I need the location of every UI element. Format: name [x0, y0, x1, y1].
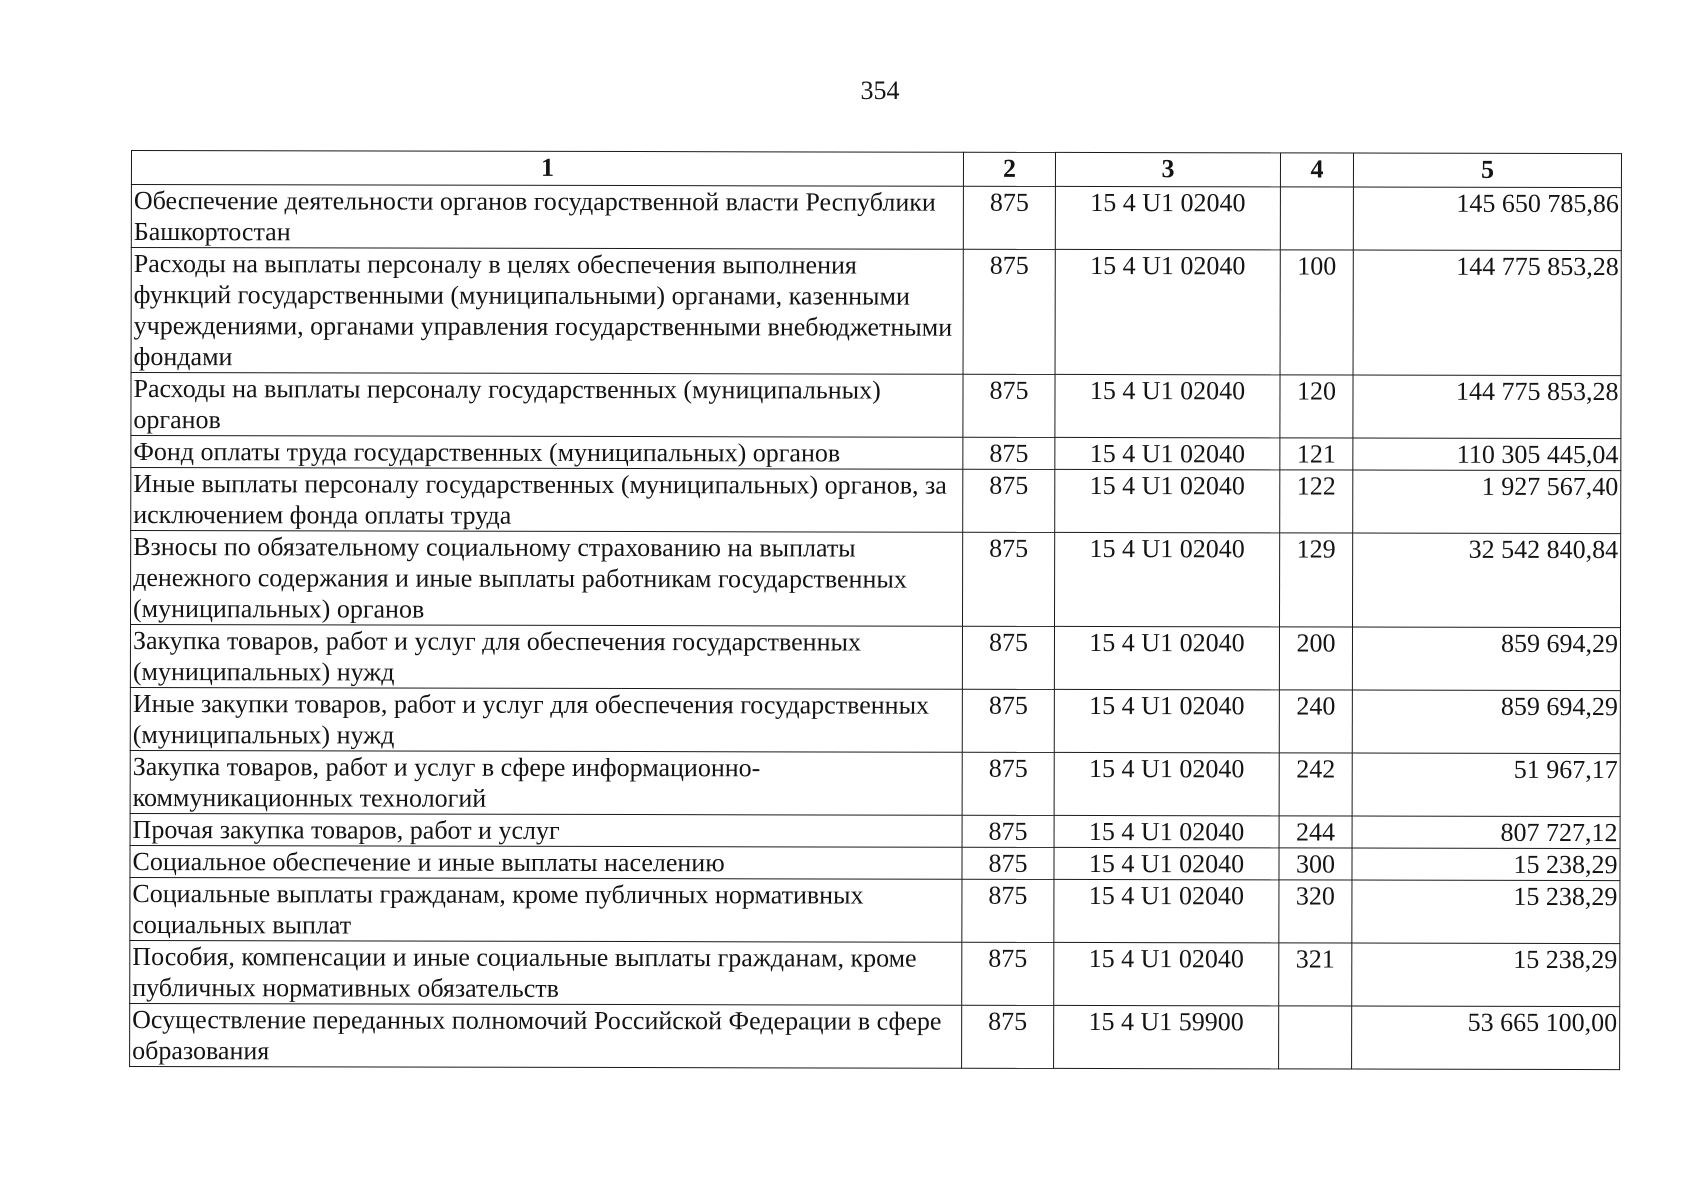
column-header-4: 4	[1280, 153, 1353, 187]
amount-cell: 15 238,29	[1352, 848, 1620, 881]
expense-name-cell: Расходы на выплаты персоналу в целях обеспечения выполнения функций государственными (муниципальными) органами, казенными учреждениями, органами управления государственными внебюджетными фондами	[131, 248, 963, 375]
column-2-cell: 875	[962, 815, 1054, 847]
column-3-cell: 15 4 U1 02040	[1055, 249, 1280, 374]
column-4-cell: 240	[1279, 690, 1352, 753]
column-2-cell: 875	[962, 626, 1054, 689]
amount-cell: 53 665 100,00	[1352, 1006, 1620, 1070]
column-2-cell: 875	[962, 689, 1054, 752]
table-row	[130, 687, 1620, 753]
column-4-cell: 200	[1279, 627, 1352, 690]
table-row	[130, 940, 1620, 1006]
table-row	[130, 625, 1620, 691]
expense-name-cell: Фонд оплаты труда государственных (муниципальных) органов	[131, 436, 963, 470]
column-2-cell: 875	[962, 1005, 1054, 1068]
amount-cell: 1 927 567,40	[1353, 470, 1621, 534]
column-3-cell: 15 4 U1 02040	[1055, 374, 1280, 437]
expense-name-cell: Пособия, компенсации и иные социальные выплаты гражданам, кроме публичных нормативных обязательств	[130, 940, 962, 1005]
column-header-1: 1	[131, 151, 963, 187]
table-row	[131, 531, 1621, 628]
column-3-cell: 15 4 U1 02040	[1054, 815, 1279, 847]
budget-table	[129, 150, 1622, 1070]
table-row	[131, 373, 1621, 439]
column-3-cell: 15 4 U1 02040	[1054, 879, 1279, 942]
column-header-2: 2	[963, 152, 1055, 186]
table-row	[130, 750, 1620, 816]
table-header-row	[131, 151, 1621, 188]
column-4-cell: 129	[1280, 533, 1353, 627]
column-4-cell: 320	[1279, 880, 1352, 943]
column-3-cell: 15 4 U1 02040	[1055, 186, 1280, 249]
column-3-cell: 15 4 U1 02040	[1055, 437, 1280, 469]
expense-name-cell: Социальное обеспечение и иные выплаты населению	[130, 845, 962, 879]
column-4-cell: 300	[1279, 848, 1352, 880]
amount-cell: 15 238,29	[1352, 943, 1620, 1007]
column-4-cell: 120	[1280, 375, 1353, 438]
column-3-cell: 15 4 U1 59900	[1054, 1005, 1279, 1068]
expense-name-cell: Взносы по обязательному социальному страхованию на выплаты денежного содержания и иные выплаты работникам государственных (муниципальных) органов	[131, 531, 963, 627]
table-row	[130, 877, 1620, 943]
expense-name-cell: Расходы на выплаты персоналу государственных (муниципальных) органов	[131, 373, 963, 438]
expense-name-cell: Иные закупки товаров, работ и услуг для обеспечения государственных (муниципальных) нужд	[130, 687, 962, 752]
column-2-cell: 875	[962, 942, 1054, 1005]
column-3-cell: 15 4 U1 02040	[1055, 469, 1280, 532]
table-row	[131, 468, 1621, 534]
expense-name-cell: Иные выплаты персоналу государственных (муниципальных) органов, за исключением фонда оплаты труда	[131, 468, 963, 533]
table-row	[131, 436, 1621, 471]
amount-cell: 807 727,12	[1352, 816, 1620, 849]
column-2-cell: 875	[963, 469, 1055, 532]
table-row	[131, 248, 1621, 376]
column-2-cell: 875	[962, 752, 1054, 815]
column-3-cell: 15 4 U1 02040	[1054, 626, 1279, 689]
amount-cell: 110 305 445,04	[1353, 438, 1621, 471]
column-4-cell: 100	[1280, 250, 1353, 375]
column-4-cell: 122	[1280, 470, 1353, 533]
amount-cell: 144 775 853,28	[1353, 375, 1621, 439]
column-3-cell: 15 4 U1 02040	[1054, 752, 1279, 815]
column-3-cell: 15 4 U1 02040	[1054, 942, 1279, 1005]
column-4-cell	[1279, 1006, 1352, 1069]
expense-name-cell: Закупка товаров, работ и услуг для обеспечения государственных (муниципальных) нужд	[130, 625, 962, 690]
page-number: 354	[860, 76, 900, 105]
column-4-cell: 244	[1279, 816, 1352, 848]
column-2-cell: 875	[962, 879, 1054, 942]
amount-cell: 15 238,29	[1352, 880, 1620, 944]
amount-cell: 32 542 840,84	[1353, 533, 1621, 628]
expense-name-cell: Прочая закупка товаров, работ и услуг	[130, 813, 962, 847]
column-2-cell: 875	[962, 847, 1054, 879]
column-2-cell: 875	[963, 437, 1055, 469]
column-2-cell: 875	[963, 374, 1055, 437]
column-3-cell: 15 4 U1 02040	[1054, 847, 1279, 879]
column-4-cell	[1280, 187, 1353, 250]
column-2-cell: 875	[963, 249, 1055, 374]
column-2-cell: 875	[963, 186, 1055, 249]
expense-name-cell: Осуществление переданных полномочий Российской Федерации в сфере образования	[130, 1003, 962, 1068]
amount-cell: 859 694,29	[1352, 690, 1620, 754]
expense-name-cell: Закупка товаров, работ и услуг в сфере информационно-коммуникационных технологий	[130, 750, 962, 815]
amount-cell: 859 694,29	[1352, 627, 1620, 691]
column-header-5: 5	[1353, 153, 1621, 188]
table-row	[130, 1003, 1620, 1069]
column-3-cell: 15 4 U1 02040	[1054, 689, 1279, 752]
column-4-cell: 121	[1280, 438, 1353, 470]
table-row	[130, 813, 1620, 848]
expense-name-cell: Обеспечение деятельности органов государственной власти Республики Башкортостан	[131, 185, 963, 250]
column-3-cell: 15 4 U1 02040	[1055, 532, 1280, 626]
column-2-cell: 875	[963, 532, 1055, 626]
expense-name-cell: Социальные выплаты гражданам, кроме публичных нормативных социальных выплат	[130, 877, 962, 942]
amount-cell: 51 967,17	[1352, 753, 1620, 817]
amount-cell: 144 775 853,28	[1353, 250, 1621, 376]
column-header-3: 3	[1055, 152, 1280, 186]
column-4-cell: 242	[1279, 753, 1352, 816]
amount-cell: 145 650 785,86	[1353, 187, 1621, 251]
column-4-cell: 321	[1279, 943, 1352, 1006]
table-row	[130, 845, 1620, 880]
table-row	[131, 185, 1621, 251]
